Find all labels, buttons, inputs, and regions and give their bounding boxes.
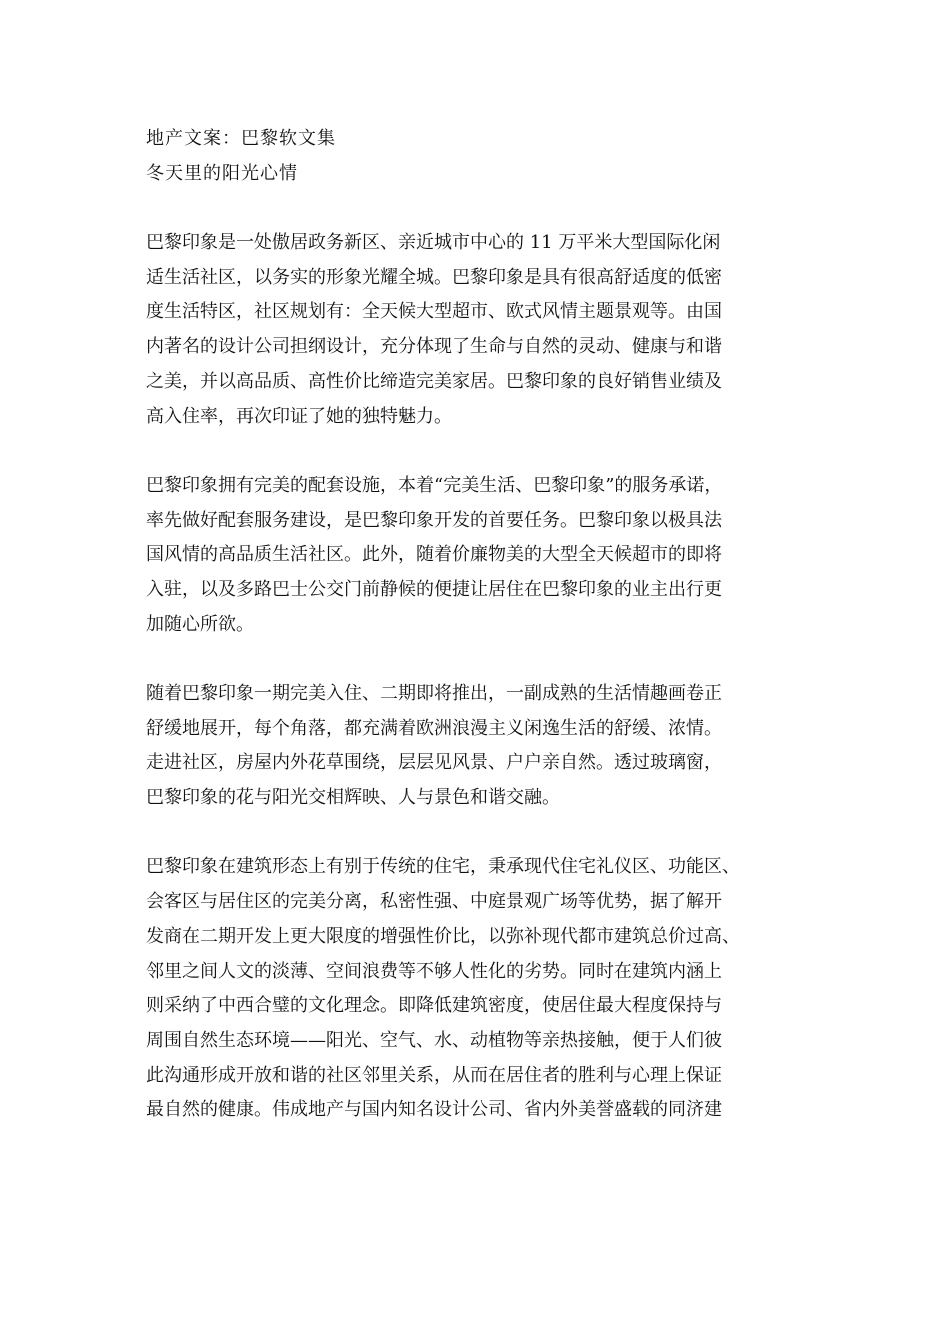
text-line: 入驻，以及多路巴士公交门前静候的便捷让居住在巴黎印象的业主出行更	[146, 578, 722, 600]
paragraph-1	[146, 226, 818, 434]
text-line: 走进社区，房屋内外花草围绕，层层见风景、户户亲自然。透过玻璃窗，	[146, 752, 722, 774]
text-line: 最自然的健康。伟成地产与国内知名设计公司、省内外美誉盛载的同济建	[146, 1099, 722, 1121]
text-line: 邻里之间人文的淡薄、空间浪费等不够人性化的劣势。同时在建筑内涵上	[146, 960, 722, 982]
text-line: 之美，并以高品质、高性价比缔造完美家居。巴黎印象的良好销售业绩及	[146, 370, 722, 392]
text-line: 国风情的高品质生活社区。此外，随着价廉物美的大型全天候超市的即将	[146, 544, 722, 566]
text-line: 巴黎印象拥有完美的配套设施，本着“完美生活、巴黎印象”的服务承诺，	[146, 474, 723, 496]
text-line: 适生活社区，以务实的形象光耀全城。巴黎印象是具有很高舒适度的低密	[146, 266, 722, 288]
text-line: 周围自然生态环境——阳光、空气、水、动植物等亲热接触，便于人们彼	[146, 1029, 722, 1051]
paragraph-4	[146, 850, 818, 1128]
text-line: 随着巴黎印象一期完美入住、二期即将推出，一副成熟的生活情趣画卷正	[146, 683, 722, 704]
text-line: 巴黎印象在建筑形态上有别于传统的住宅，秉承现代住宅礼仪区、功能区、	[146, 856, 740, 878]
text-line: 率先做好配套服务建设，是巴黎印象开发的首要任务。巴黎印象以极具法	[146, 509, 722, 531]
text-line: 内著名的设计公司担纲设计，充分体现了生命与自然的灵动、健康与和谐	[146, 336, 722, 358]
text-line: 巴黎印象的花与阳光交相辉映、人与景色和谐交融。	[146, 787, 560, 809]
text-line: 舒缓地展开，每个角落，都充满着欧洲浪漫主义闲逸生活的舒缓、浓情。	[146, 717, 722, 739]
text-line: 高入住率，再次印证了她的独特魅力。	[146, 405, 452, 427]
text-line: 则采纳了中西合璧的文化理念。即降低建筑密度，使居住最大程度保持与	[146, 995, 722, 1017]
paragraph-2	[146, 469, 818, 642]
document-subtitle: 冬天里的阳光心情	[146, 162, 298, 184]
text-line: 度生活特区，社区规划有：全天候大型超市、欧式风情主题景观等。由国	[146, 301, 722, 323]
document-title: 地产文案：巴黎软文集	[146, 128, 336, 149]
text-line: 此沟通形成开放和谐的社区邻里关系，从而在居住者的胜利与心理上保证	[146, 1064, 722, 1086]
text-line: 会客区与居住区的完美分离，私密性强、中庭景观广场等优势，据了解开	[146, 891, 722, 913]
text-line: 加随心所欲。	[146, 613, 254, 635]
text-line: 巴黎印象是一处傲居政务新区、亲近城市中心的 11 万平米大型国际化闲	[146, 232, 721, 254]
paragraph-3	[146, 677, 818, 816]
document-body	[146, 122, 818, 1128]
text-line: 发商在二期开发上更大限度的增强性价比，以弥补现代都市建筑总价过高、	[146, 925, 740, 947]
